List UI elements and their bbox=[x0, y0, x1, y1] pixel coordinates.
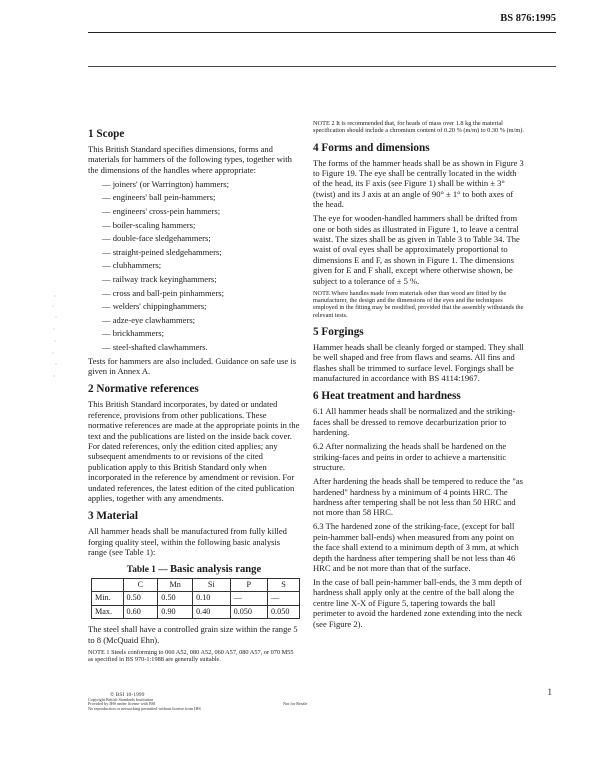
list-item: — adze-eye clawhammers; bbox=[102, 315, 300, 325]
list-item: — engineers' ball pein-hammers; bbox=[102, 192, 300, 202]
grain-size-text: The steel shall have a controlled grain size within the range 5 to 8 (McQuaid Ehn). bbox=[88, 624, 298, 645]
hammer-type-list bbox=[88, 179, 300, 353]
normative-references-text: This British Standard incorporates, by dated or undated reference, provisions from other publications. These normative references are made at the appropriate points in the text and the publications are listed on the inside back cover. For dated references, only the edition cited applies; any subsequent amendments to or revisions of the cited publication apply to this British Standard only when incorporated in the reference by amendment or revision. For undated references, the latest edition of the cited publication applies, together with any amendments. bbox=[88, 399, 300, 503]
table-cell: 0.50 bbox=[158, 592, 193, 605]
table-cell: 0.40 bbox=[193, 605, 231, 618]
table-cell: 0.10 bbox=[193, 592, 231, 605]
header-rule-lower bbox=[88, 66, 556, 67]
list-item: — brickhammers; bbox=[102, 328, 300, 338]
copyright-line: Copyright British Standards Institution bbox=[88, 696, 154, 702]
section-heading-normative-references: 2 Normative references bbox=[88, 383, 199, 396]
section-heading-forms-dimensions: 4 Forms and dimensions bbox=[313, 141, 430, 154]
table-caption-prefix: Table 1 — bbox=[126, 564, 168, 575]
ball-end-paragraph: In the case of ball pein-hammer ball-ends, the 3 mm depth of hardness shall apply only at the centre of the ball along the centre line X-X of Figure 5, tapering towards the ball perimeter to avoid the hardened zone extending into the neck (see Figure 2). bbox=[313, 576, 523, 629]
list-item: — double-face sledgehammers; bbox=[102, 233, 300, 243]
table-header-cell: P bbox=[230, 579, 267, 592]
left-column bbox=[88, 121, 300, 667]
table-row bbox=[92, 605, 300, 618]
forgings-text: Hammer heads shall be cleanly forged or stamped. They shall be well shaped and free from flaws and seams. All fins and flashes shall be trimmed to surface level. Forgings shall be manufactured in accordance with BS 4114:1967. bbox=[313, 341, 524, 384]
table-cell: 0.050 bbox=[267, 605, 299, 618]
list-item: — joiners' (or Warrington) hammers; bbox=[102, 179, 300, 189]
table-caption bbox=[88, 565, 300, 575]
table-header-cell: S bbox=[267, 579, 299, 592]
list-item: — engineers' cross-pein hammers; bbox=[102, 206, 300, 216]
scope-closing: Tests for hammers are also included. Guidance on safe use is given in Annex A. bbox=[88, 355, 297, 376]
table-cell: 0.60 bbox=[123, 605, 158, 618]
list-item: — boiler-scaling hammers; bbox=[102, 220, 300, 230]
table-cell: Min. bbox=[92, 592, 124, 605]
table-cell: 0.50 bbox=[123, 592, 158, 605]
clause-6-1: 6.1 All hammer heads shall be normalized and the striking-faces shall be dressed to remove decarburization prior to hardening. bbox=[313, 406, 516, 438]
document-id: BS 876:1995 bbox=[500, 13, 556, 24]
section-heading-scope: 1 Scope bbox=[88, 128, 125, 140]
table-header-cell: C bbox=[123, 579, 158, 592]
table-header-cell: Mn bbox=[158, 579, 193, 592]
section-heading-forgings: 5 Forgings bbox=[313, 325, 364, 338]
table-cell: 0.050 bbox=[230, 605, 267, 618]
table-header-cell bbox=[92, 579, 124, 592]
table-caption-title: Basic analysis range bbox=[169, 563, 262, 575]
material-text: All hammer heads shall be manufactured from fully killed forging quality steel, within the following basic analysis range (see Table 1): bbox=[88, 526, 287, 558]
list-item: — railway track keyinghammers; bbox=[102, 274, 300, 284]
scope-intro: This British Standard specifies dimensions, forms and materials for hammers of the following types, together with the dimensions of the handles where appropriate: bbox=[88, 144, 292, 175]
bsi-date: © BSI 10-1999 bbox=[110, 692, 145, 698]
list-item: — steel-shafted clawhammers. bbox=[102, 342, 300, 352]
margin-marks bbox=[49, 292, 61, 382]
forms-paragraph-1: The forms of the hammer heads shall be as shown in Figure 3 to Figure 19. The eye shall be centrally located in the width of the head, its F axis (see Figure 1) shall be within ± 3° (twist) and its J axis at an angle of 90° ± 1° to both axes of the head. bbox=[313, 157, 524, 210]
analysis-range-table bbox=[91, 578, 300, 619]
forms-paragraph-2: The eye for wooden-handled hammers shall be drifted from one or both sides as illustrated in Figure 1, to leave a central waist. The sizes shall be as given in Table 3 to Table 34. The waist of oval eyes shall be approximately proportional to dimensions E and F, as shown in Figure 1. The dimensions given for E and F shall, except where otherwise shown, be subject to a tolerance of ± 5 %. bbox=[313, 213, 520, 286]
header-rule bbox=[88, 32, 556, 33]
list-item: — cross and ball-pein pinhammers; bbox=[102, 288, 300, 298]
list-item: — welders' chippinghammers; bbox=[102, 301, 300, 311]
not-for-resale: Not for Resale bbox=[283, 701, 308, 706]
section-heading-heat-treatment: 6 Heat treatment and hardness bbox=[313, 390, 461, 403]
copyright-line: No reproduction or networking permitted without license from IHS bbox=[88, 705, 201, 711]
note-2: NOTE 2 It is recommended that, for heads of mass over 1.8 kg the material specification should include a chromium content of 0.20 % (m/m) to 0.30 % (m/m). bbox=[313, 120, 524, 135]
table-cell: Max. bbox=[92, 605, 124, 618]
tempering-paragraph: After hardening the heads shall be tempered to reduce the "as hardened" hardness by a minimum of 4 points HRC. The hardness after tempering shall be not less than 50 HRC and not more than 58 HRC. bbox=[313, 476, 523, 518]
page-number: 1 bbox=[547, 687, 552, 697]
right-column bbox=[313, 120, 525, 633]
note-1: NOTE 1 Steels conforming to 060 A52, 080 A52, 060 A57, 080 A57, or 070 M55 as specified in BS 970-1:1988 are generally suitable. bbox=[88, 648, 294, 663]
footer-copyright bbox=[88, 693, 201, 711]
table-cell: — bbox=[230, 592, 267, 605]
section-heading-material: 3 Material bbox=[88, 510, 139, 523]
table-cell: — bbox=[267, 592, 299, 605]
table-header-row bbox=[92, 579, 300, 592]
list-item: — straight-peined sledgehammers; bbox=[102, 247, 300, 257]
list-item: — clubhammers; bbox=[102, 260, 300, 270]
table-cell: 0.90 bbox=[158, 605, 193, 618]
forms-note: NOTE Where handles made from materials other than wood are fitted by the manufacturer, the design and the dimensions of the eyes and the techniques employed in the fitting may be modified, provided that the assembly withstands the relevant tests. bbox=[313, 289, 524, 319]
clause-6-3: 6.3 The hardened zone of the striking-face, (except for ball pein-hammer ball-ends) when measured from any point on the face shall extend to a minimum depth of 3 mm, at which depth the hardness after tempering shall be not less than 46 HRC and be not more than that of the surface. bbox=[313, 521, 519, 573]
copyright-line: Provided by IHS under license with BSI bbox=[88, 701, 156, 707]
clause-6-2: 6.2 After normalizing the heads shall be hardened on the striking-faces and peins in order to achieve a martensitic structure. bbox=[313, 441, 507, 473]
table-row bbox=[92, 592, 300, 605]
table-header-cell: Si bbox=[193, 579, 231, 592]
